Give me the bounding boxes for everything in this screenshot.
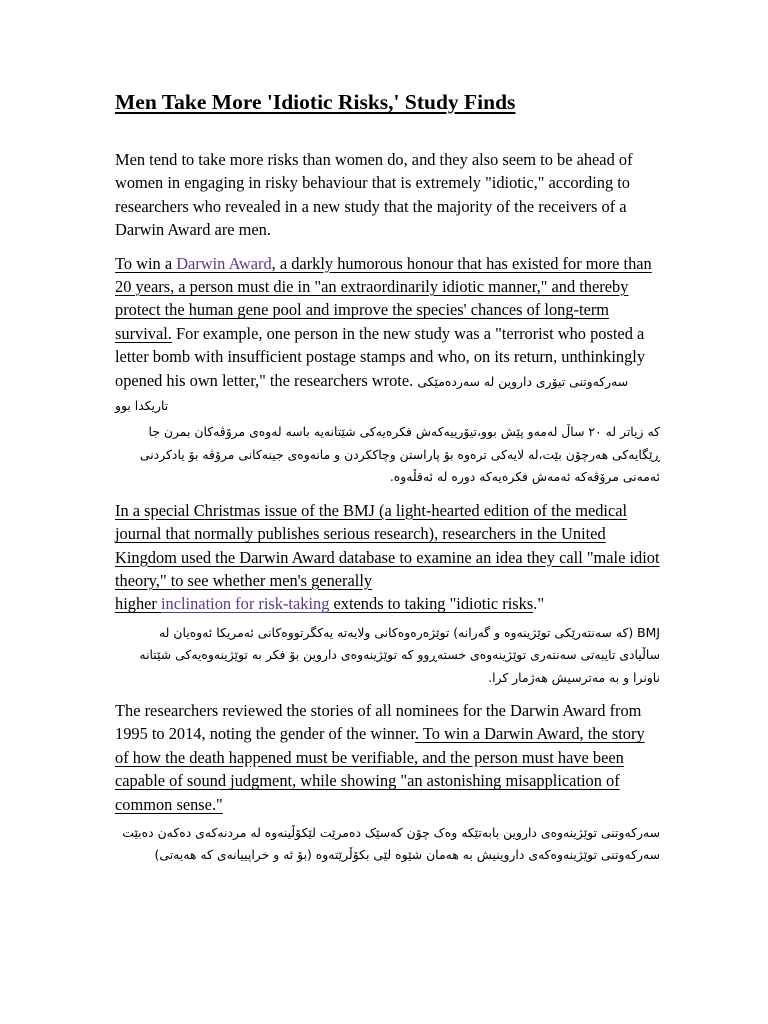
text-segment: To win a (115, 253, 177, 273)
kurdish-inline-text: سەرکەوتنی تیۆری داروین لە سەردەمێکی تاریکدا بوو (115, 373, 629, 414)
text-segment: , a darkly humorous honour that has existed for more than 20 years, a person must die in "an extraordinarily idiotic manner," and thereby protect the human gene pool and improve the species' chances of long-term survival. (115, 253, 652, 343)
text-segment: The researchers reviewed the stories of all nominees for the Darwin Award from 1995 to 2014, noting the gender of the winner (115, 700, 642, 744)
paragraph-intro: Men tend to take more risks than women do, and they also seem to be ahead of women in engaging in risky behaviour that is extremely "idiotic," according to researchers who revealed in a new study that the majority of the receivers of a Darwin Award are men. (115, 150, 633, 240)
paragraph-researchers (115, 699, 660, 816)
kurdish-paragraph-1: کە زیاتر لە ٢٠ ساڵ لەمەو پێش بوو،تیۆرییەکەش فکرەیەکی شێتانەیە باسە لەوەی مرۆڤەکان بمرن جا ڕێگایەکی هەرچۆن بێت،لە لایەکی ترەوە بۆ پاراستن وچاککردن و مانەوەی جینەکانی مرۆڤە بۆ یادکردنی ئەمەنی مرۆڤەکە ئەمەش فکرەیەکە دورە لە ئەقڵەوە. (139, 424, 660, 485)
kurdish-paragraph-3: سەرکەوتنی توێژینەوەی داروین بابەتێکە وەک چۆن کەسێک دەمرێت لێکۆڵینەوە لە مردنەکەی دەکەن دەبێت سەرکەوتنی توێژینەوەکەی داروینیش بە هەمان شێوە لێی بکۆڵرێتەوە (بۆ ئە و خراپییانەی کە هەیەتی) (122, 824, 660, 863)
text-segment: higher (115, 594, 161, 614)
text-segment: ." (533, 594, 545, 614)
text-segment: extends to taking "idiotic risks (329, 594, 534, 614)
paragraph-darwin-award (115, 252, 660, 418)
underlined-text: In a special Christmas issue of the BMJ (a light-hearted edition of the medical journal that normally publishes serious research), researchers in the United Kingdom used the Darwin Award database to examine an idea they call "male idiot theory," to see whether men's generally (115, 500, 660, 590)
page-title: Men Take More 'Idiotic Risks,' Study Finds (115, 90, 516, 114)
darwin-award-link[interactable]: Darwin Award (176, 253, 272, 273)
underlined-text: . To win a Darwin Award, the story of how the death happened must be verifiable, and the person must have been capable of sound judgment, while showing "an astonishing misapplication of common sense." (115, 724, 645, 814)
text-segment: For example, one person in the new study was a "terrorist who posted a letter bomb with insufficient postage stamps and who, on its return, unthinkingly opened his own letter," the researchers wrote. (115, 323, 646, 390)
kurdish-paragraph-2: BMJ (کە سەنتەرێکی توێژینەوە و گەرانە) توێژەرەوەکانی ولایەتە یەکگرتووەکانی ئەمریکا ئەوەیان لە ساڵیادی تایبەتی سەنتەری توێژینەوەی خستەڕوو کە توێژینەوەی داروین بۆ فکر بە توێژینەوەیەکی شێتانە ناونرا و بە مەترسیش هەژمار کرا. (139, 624, 660, 685)
risk-taking-link[interactable]: inclination for risk-taking (160, 594, 330, 614)
paragraph-bmj (115, 499, 660, 616)
article (115, 88, 660, 867)
